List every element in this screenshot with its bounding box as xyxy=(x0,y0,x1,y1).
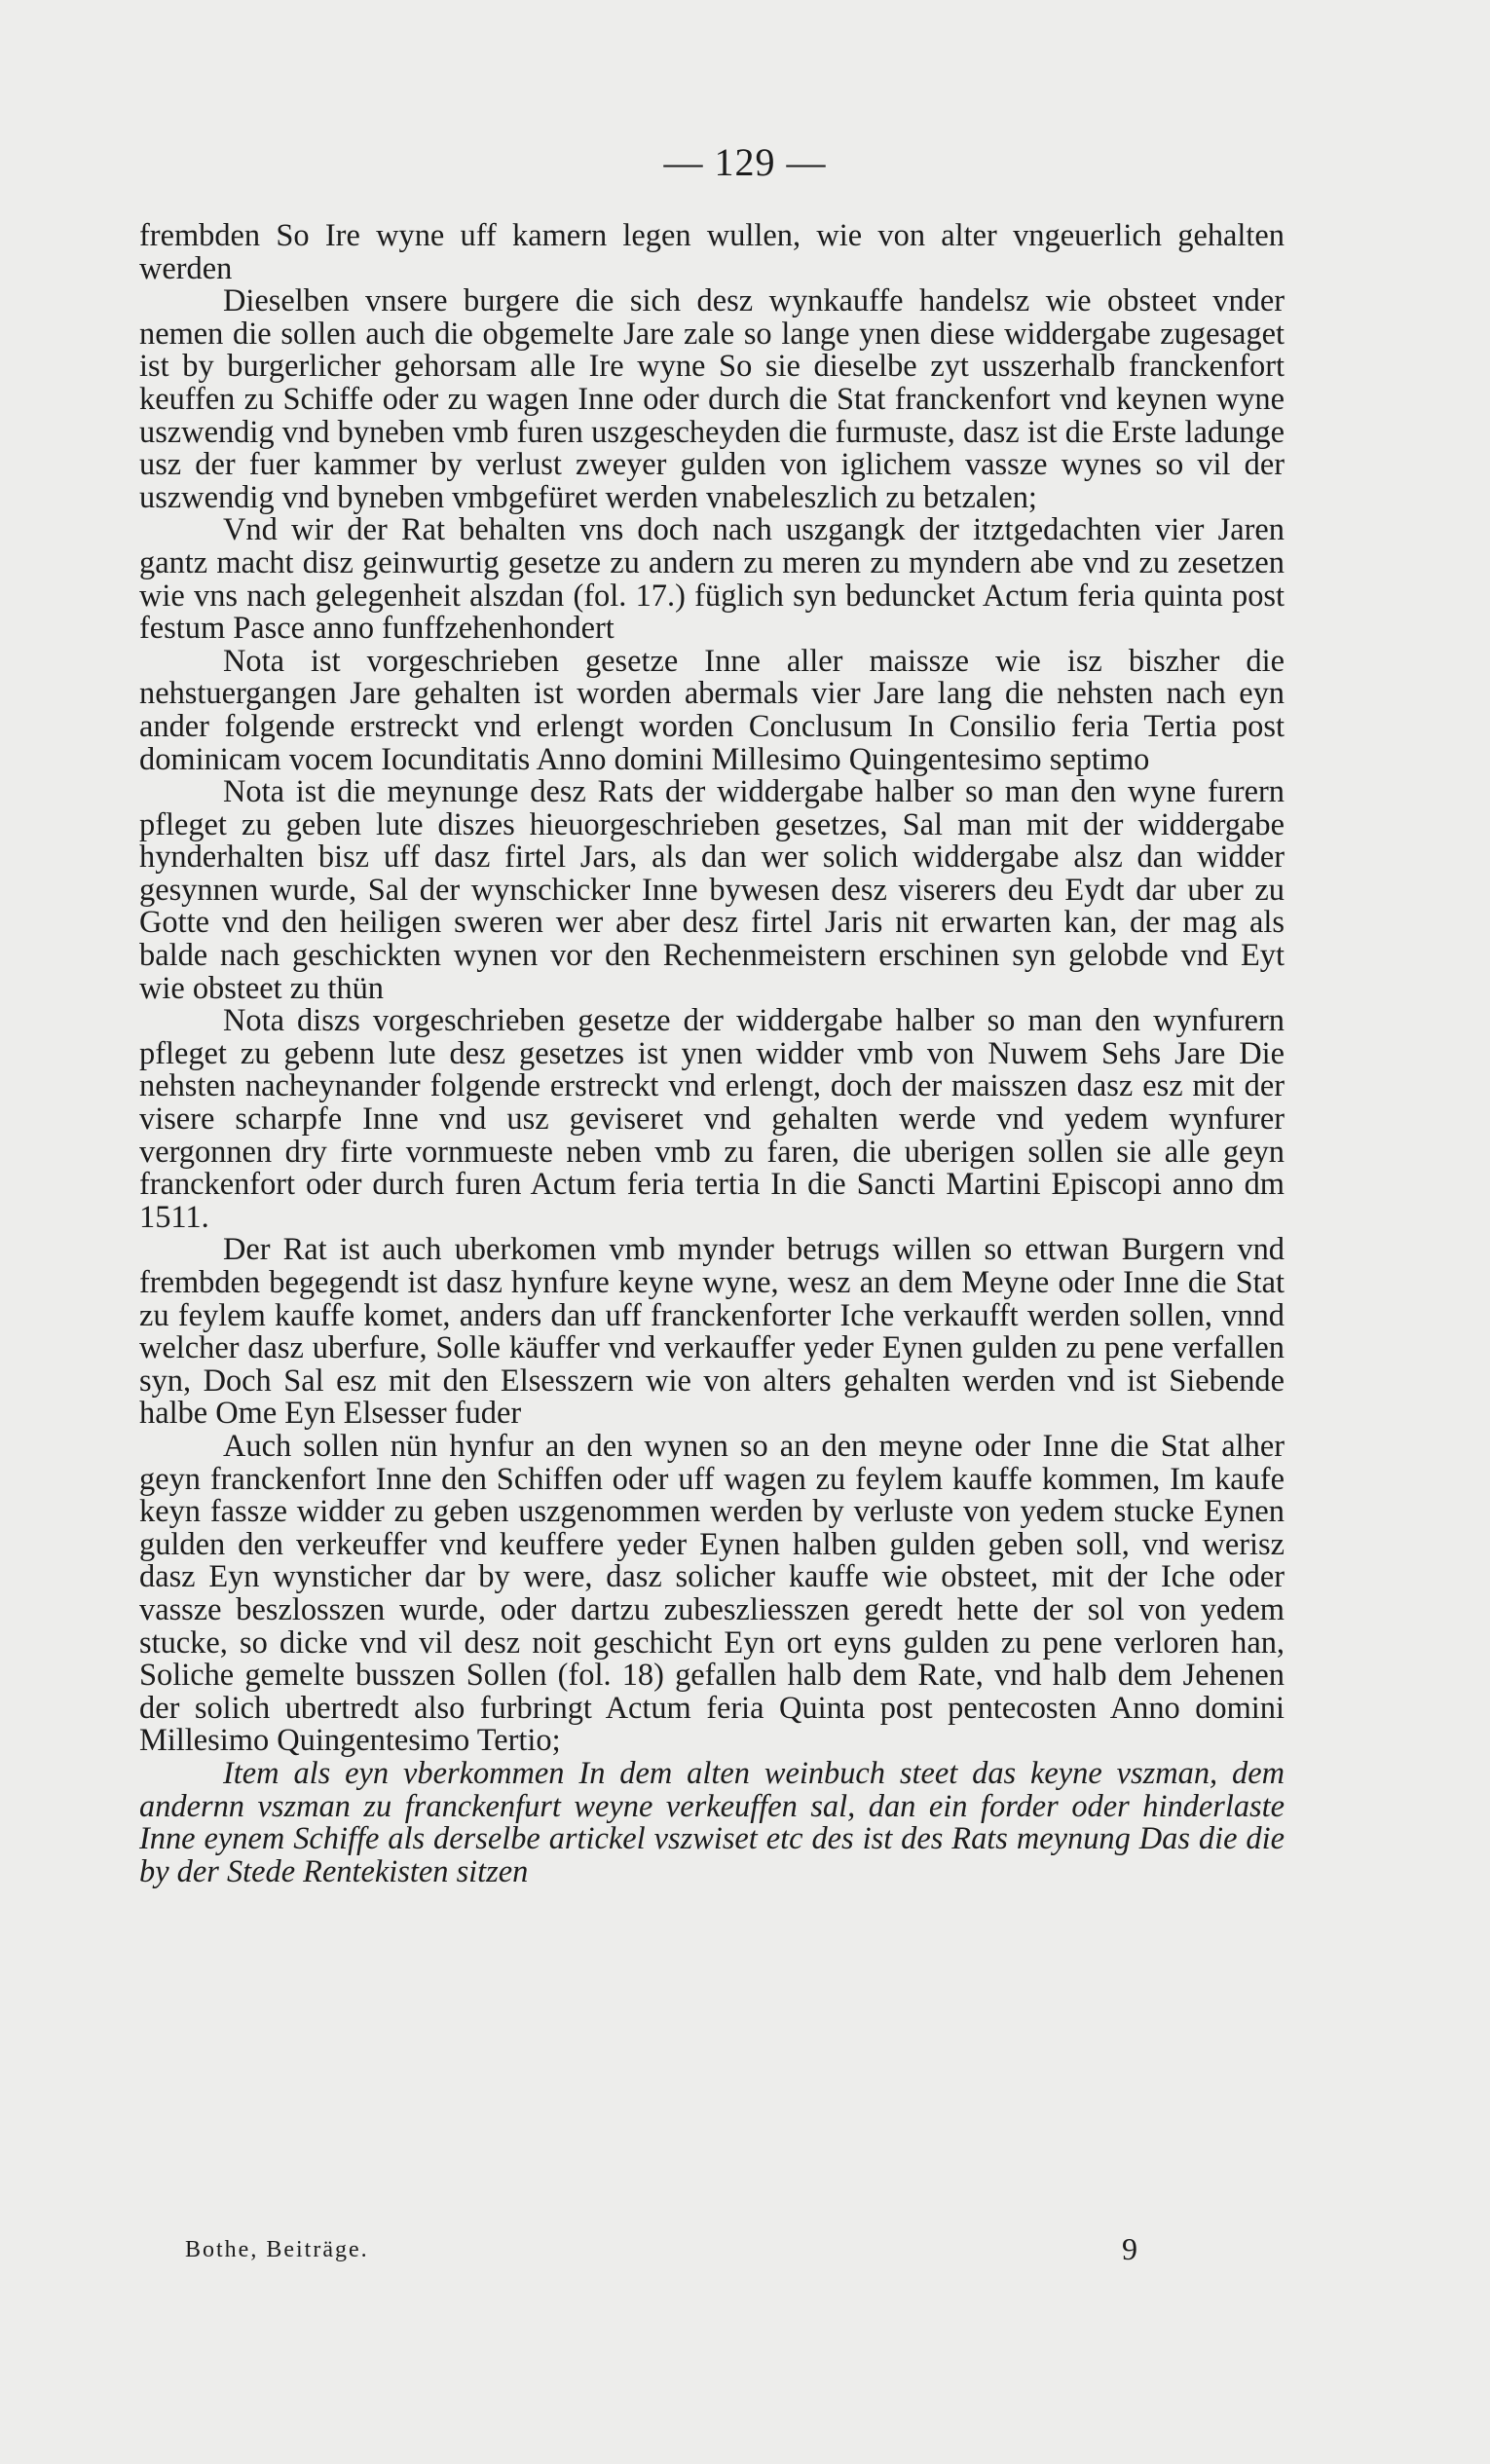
footer-reference: Bothe, Beiträge. xyxy=(185,2237,369,2262)
paragraph-5: Nota ist die meynunge desz Rats der widdergabe halber so man den wyne furern pfleget zu geben lute diszes hieuorgeschrieben gesetzes, Sal man mit der widdergabe hynderhalten bisz uff dasz firtel Jars, als dan wer solich widdergabe alsz dan widder gesynnen wurde, Sal der wynschicker Inne bywesen desz viserers deu Eydt dar uber zu Gotte vnd den heiligen sweren wer aber desz firtel Jaris nit erwarten kan, der mag als balde nach geschickten wynen vor den Rechenmeistern erschinen syn gelobde vnd Eyt wie obsteet zu thün xyxy=(139,774,1285,1006)
paragraph-2: Dieselben vnsere burgere die sich desz wynkauffe handelsz wie obsteet vnder nemen die sollen auch die obgemelte Jare zale so lange ynen diese widdergabe zugesaget ist by burgerlicher gehorsam alle Ire wyne So sie dieselbe zyt usszerhalb franckenfort keuffen zu Schiffe oder zu wagen Inne oder durch die Stat franckenfort vnd keynen wyne uszwendig vnd byneben vmb furen uszgescheyden die furmuste, dasz ist die Erste ladunge usz der fuer kammer by verlust zweyer gulden von iglichem vassze wynes so vil der uszwendig vnd byneben vmbgefüret werden vnabeleszlich zu betzalen; xyxy=(139,283,1285,515)
paragraph-1: frembden So Ire wyne uff kamern legen wullen, wie von alter vngeuerlich gehalten werden xyxy=(139,218,1285,286)
text-body xyxy=(139,220,1285,1888)
page-number: — 129 — xyxy=(663,140,827,184)
signature-mark: 9 xyxy=(1122,2231,1137,2266)
paragraph-9-italic: Item als eyn vberkommen In dem alten weinbuch steet das keyne vszman, dem andernn vszman zu franckenfurt weyne verkeuffen sal, dan ein forder oder hinderlaste Inne eynem Schiffe als derselbe artickel vszwiset etc des ist des Rats meynung Das die die by der Stede Rentekisten sitzen xyxy=(139,1755,1285,1889)
paragraph-4: Nota ist vorgeschrieben gesetze Inne aller maissze wie isz biszher die nehstuergangen Jare gehalten ist worden abermals vier Jare lang die nehsten nach eyn ander folgende erstreckt vnd erlengt worden Conclusum In Consilio feria Tertia post dominicam vocem Iocunditatis Anno domini Millesimo Quingentesimo septimo xyxy=(139,643,1285,777)
page-footer xyxy=(139,2231,1285,2276)
paragraph-7: Der Rat ist auch uberkomen vmb mynder betrugs willen so ettwan Burgern vnd frembden begegendt ist dasz hynfure keyne wyne, wesz an dem Meyne oder Inne die Stat zu feylem kauffe komet, anders dan uff franckenforter Iche verkaufft werden sollen, vnnd welcher dasz uberfure, Solle käuffer vnd verkauffer yeder Eynen gulden zu pene verfallen syn, Doch Sal esz mit den Elsesszern wie von alters gehalten werden vnd ist Siebende halbe Ome Eyn Elsesser fuder xyxy=(139,1232,1285,1432)
paragraph-8: Auch sollen nün hynfur an den wynen so an den meyne oder Inne die Stat alher geyn franckenfort Inne den Schiffen oder uff wagen zu feylem kauffe kommen, Im kaufe keyn fassze widder zu geben uszgenommen werden by verluste von yedem stucke Eynen gulden den verkeuffer vnd keuffere yeder Eynen halben gulden geben soll, vnd werisz dasz Eyn wynsticher dar by were, dasz solicher kauffe wie obsteet, mit der Iche oder vassze beszlosszen wurde, oder dartzu zubeszliesszen geredt hette der sol von yedem stucke, so dicke vnd vil desz noit geschicht Eyn ort eyns gulden zu pene verloren han, Soliche gemelte busszen Sollen (fol. 18) gefallen halb dem Rate, vnd halb dem Jehenen der solich ubertredt also furbringt Actum feria Quinta post pentecosten Anno domini Millesimo Quingentesimo Tertio; xyxy=(139,1428,1285,1759)
paragraph-3: Vnd wir der Rat behalten vns doch nach uszgangk der itztgedachten vier Jaren gantz macht disz geinwurtig gesetze zu andern zu meren zu myndern abe vnd zu zesetzen wie vns nach gelegenheit alszdan (fol. 17.) füglich syn beduncket Actum feria quinta post festum Pasce anno funffzehenhondert xyxy=(139,512,1285,647)
paragraph-6: Nota diszs vorgeschrieben gesetze der widdergabe halber so man den wynfurern pfleget zu gebenn lute desz gesetzes ist ynen widder vmb von Nuwem Sehs Jare Die nehsten nacheynander folgende erstreckt vnd erlengt, doch der maisszen dasz esz mit der visere scharpfe Inne vnd usz geviseret vnd gehalten werde vnd yedem wynfurer vergonnen dry firte vornmueste neben vmb zu faren, die uberigen sollen sie alle geyn franckenfort oder durch furen Actum feria tertia In die Sancti Martini Episcopi anno dm 1511. xyxy=(139,1003,1285,1235)
